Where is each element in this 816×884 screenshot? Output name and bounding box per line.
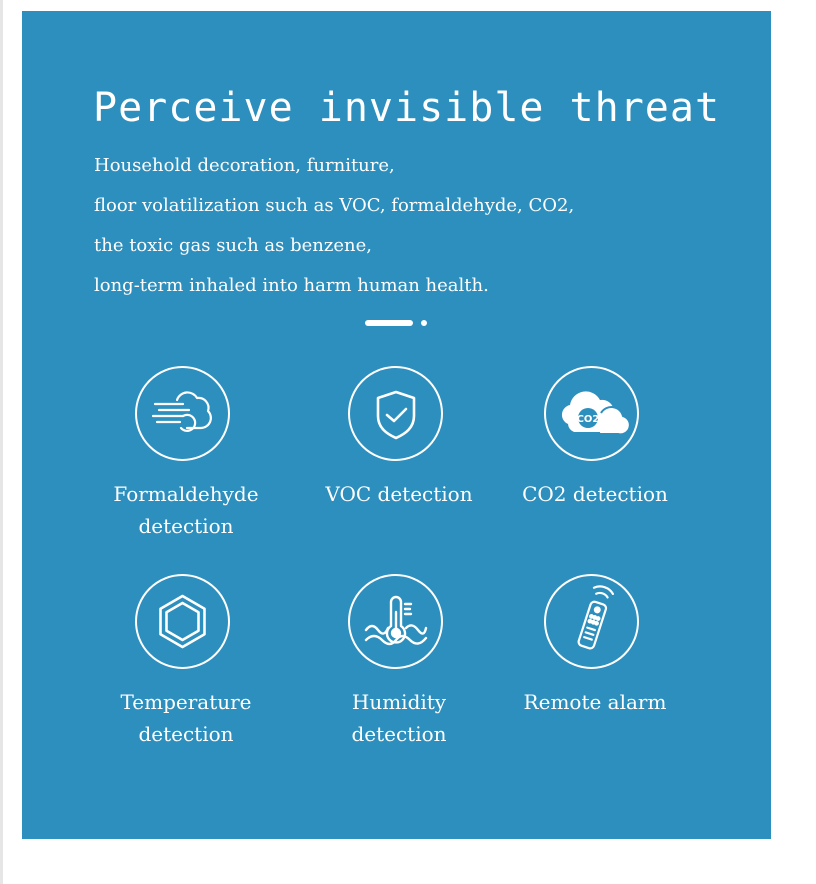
thermometer-waves-icon xyxy=(350,576,441,667)
description-line: Household decoration, furniture, xyxy=(94,155,395,176)
wind-cloud-icon xyxy=(137,368,228,459)
benzene-ring-icon xyxy=(137,576,228,667)
page-title: Perceive invisible threat xyxy=(93,85,721,131)
description-line: floor volatilization such as VOC, formaldehyde, CO2, xyxy=(94,195,575,216)
formaldehyde-icon-circle xyxy=(135,366,230,461)
feature-label-co2: CO2 detection xyxy=(522,482,668,506)
left-edge-line xyxy=(0,0,3,884)
feature-label-humidity: Humidity detection xyxy=(351,690,447,746)
shield-check-icon xyxy=(350,368,441,459)
co2-cloud-icon xyxy=(546,368,637,459)
voc-icon-circle xyxy=(348,366,443,461)
remote-icon-circle xyxy=(544,574,639,669)
co2-icon-text: CO2 xyxy=(576,414,600,425)
temperature-icon-circle xyxy=(135,574,230,669)
feature-panel xyxy=(22,11,771,839)
feature-label-voc: VOC detection xyxy=(325,482,473,506)
feature-label-remote-alarm: Remote alarm xyxy=(523,690,667,714)
feature-label-formaldehyde: Formaldehyde detection xyxy=(113,482,259,538)
description-line: long-term inhaled into harm human health. xyxy=(94,275,489,296)
co2-icon-circle xyxy=(544,366,639,461)
divider-dot xyxy=(421,320,427,326)
humidity-icon-circle xyxy=(348,574,443,669)
divider-dash xyxy=(365,320,413,326)
description-line: the toxic gas such as benzene, xyxy=(94,235,372,256)
remote-control-icon xyxy=(546,576,637,667)
description xyxy=(94,152,574,312)
feature-label-temperature: Temperature detection xyxy=(120,690,252,746)
